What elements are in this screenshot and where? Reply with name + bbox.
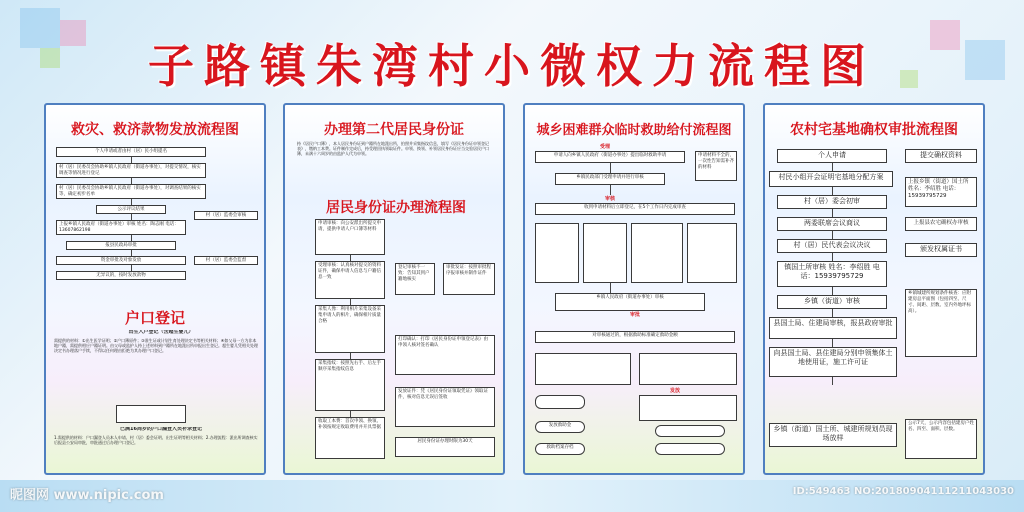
- flow-step: 向县国土局、县住建局分别申领集体土地使用证，施工许可证: [769, 347, 897, 377]
- side-step: 居民身份证办理时限为30天: [395, 437, 495, 457]
- panel-id-card: [283, 103, 505, 475]
- panel-title: 救灾、救济款物发放流程图: [71, 122, 239, 138]
- side-step: 乡镇城建所规划条件核查：应附建房总平面图（包括四至、尺寸、间距、层数、室内外地坪标高）。: [905, 289, 977, 357]
- flow-step: 乡镇（街道）审核: [777, 295, 887, 309]
- flow-step: 收到申请材料后立即登记，在5个工作日内完成审查: [535, 203, 735, 215]
- side-step: 上报县农宅确权办审核: [905, 217, 977, 231]
- side-step: 公示7天，公示内容包括建房户姓名、四至、面积、层数。: [905, 419, 977, 459]
- connector: [832, 309, 833, 317]
- flow-step: 资金审批及对象发放: [56, 256, 186, 265]
- panel-temporary-aid: [523, 103, 745, 475]
- flow-step: 公示评议结果: [96, 205, 166, 214]
- watermark-left: 昵图网 www.nipic.com: [10, 488, 164, 503]
- info-box: [535, 223, 579, 283]
- connector: [832, 187, 833, 195]
- section-title: 居民身份证办理流程图: [326, 200, 466, 216]
- flow-step: 救助档案存档: [535, 443, 585, 455]
- connector: [610, 163, 611, 173]
- banner-title: 子路镇朱湾村小微权力流程图: [148, 39, 876, 93]
- side-step: 打印确认：打印《居民身份证申领登记表》由申领人核对签名确认: [395, 335, 495, 375]
- flow-step: 乡镇（街道）国土所、城建所规划员现场放样: [769, 423, 897, 447]
- side-step: 村（居）监委会审核: [194, 211, 258, 220]
- flow-step: 无异议的，按时发放款物: [56, 271, 186, 280]
- info-box: [535, 353, 631, 385]
- connector: [832, 339, 833, 347]
- connector: [832, 377, 833, 385]
- panel-title: 农村宅基地确权审批流程图: [790, 122, 958, 138]
- side-step: 提交确权资料: [905, 149, 977, 163]
- flow-step: 个人申请或者由村（居）民小组提名: [56, 147, 206, 157]
- connector: [610, 283, 611, 293]
- stage-label: 审核: [604, 196, 615, 202]
- flow-step: 乡镇民政部门受理申请并进行审核: [555, 173, 665, 185]
- flow-step: 乡镇人民政府（街道办事处）审核: [555, 293, 705, 311]
- flow-step: 上报乡镇人民政府（街道办事处）审核 姓名：陶志刚 电话：13607862198: [56, 220, 186, 235]
- flow-step: 收取工本费：首次申领、换领、补领按规定收取费用并开具票据: [315, 417, 385, 459]
- connector: [610, 185, 611, 195]
- flow-step: 报县民政局审批: [66, 241, 176, 250]
- flow-step: 村（居）民代表会议决议: [777, 239, 887, 253]
- connector: [832, 253, 833, 261]
- panel-title: 城乡困难群众临时救助给付流程图: [536, 123, 732, 138]
- side-step: 审批发证：按照审批程序报审核并制作证件: [443, 263, 495, 295]
- flow-step: 村（居）委会初审: [777, 195, 887, 209]
- stage-label: 受理: [599, 144, 610, 150]
- panel-homestead: [763, 103, 985, 475]
- side-step: 登记审核不一致：告知其到户籍地核实: [395, 263, 435, 295]
- watermark-right: ID:549463 NO:20180904111211043030: [792, 486, 1014, 497]
- connector: [832, 287, 833, 295]
- flow-step: 对审核通过的，根据救助标准确定救助金额: [535, 331, 735, 343]
- section-text: 1.需提供的材料：户口漏登人员本人申请、村（居）委会证明、出生证明等相关材料；2.办理流程：派出所调查核实后报县公安局审批，审批通过后办理户口登记。: [54, 435, 258, 446]
- side-step: 村（居）监委会监督: [194, 256, 258, 265]
- flow-step: [535, 395, 585, 409]
- info-box: [639, 353, 737, 385]
- flow-step: 个人申请: [777, 149, 887, 163]
- intro-text: 持《居民户口簿》，本人居民身份证到户籍所在地派出所，拍照并采集指纹信息，填写《居民身份证申领登记表》，缴纳工本费。证件制作完成后，持受理回执领取证件。申领、换领、补领居民身份证应当交验居民户口簿，未满十六周岁的由监护人代为申领。: [297, 141, 489, 157]
- flow-step: 县国土局、住建局审核，报县政府审批: [769, 317, 897, 339]
- flow-step: [655, 443, 725, 455]
- stage-label: 审批: [629, 312, 640, 318]
- flow-step: [655, 425, 725, 437]
- section-title: 户口登记: [124, 309, 185, 327]
- side-step: 颁发权属证书: [905, 243, 977, 257]
- info-box: [631, 223, 683, 283]
- connector: [832, 209, 833, 217]
- flow-step: 采集指纹：按照先右手、后左手顺序采集指纹信息: [315, 359, 385, 411]
- flow-step: 村（居）民委员会协助乡镇人民政府（街道办事处），对提交情况，核实调查等情况进行登记: [56, 163, 206, 178]
- side-step: 发放证件：凭《居民身份证领取凭证》领取证件，核对信息无误后签收: [395, 387, 495, 427]
- flow-step: 镇国土所审核 姓名：李绍胜 电话：15939795729: [777, 261, 887, 287]
- flow-step: 村民小组开会证明宅基地分配方案: [769, 171, 893, 187]
- section-text: 需提供的材料：①出生医学证明；②户口簿原件；③准生证或计划生育处理决定书等相关材料；④如父母一方为非本地户籍，需提供相应户籍证明。由父母或监护人持上述材料到户籍所在地派出所申报出生登记。超生婴儿凭相关处理决定书办理落户手续，不得以任何理由拒绝为其办理户口登记。: [54, 338, 258, 354]
- info-box: [639, 395, 737, 421]
- flow-step: 发放救助金: [535, 421, 585, 433]
- flow-step: 村（居）民委员会协助乡镇人民政府（街道办事处），对调查结果的核实等，确定初步名单: [56, 184, 206, 199]
- connector: [832, 163, 833, 171]
- flow-step: 申请人向乡镇人民政府（街道办事处）提出临时救助申请: [535, 151, 685, 163]
- panel-title: 办理第二代居民身份证: [324, 122, 464, 138]
- info-box: [116, 405, 186, 423]
- side-step: 上报乡镇（街道）国土所 姓名：李绍胜 电话：15939795729: [905, 177, 977, 207]
- flow-step: 两委联席会议商议: [777, 217, 887, 231]
- flow-step: 申请审核：向公安派出所提交申请，提供申请人户口簿等材料: [315, 219, 385, 255]
- stage-label: 发放: [669, 388, 680, 394]
- info-box: [583, 223, 627, 283]
- panel-disaster-relief: [44, 103, 266, 475]
- section-subtitle: 出生入户登记（含超生婴儿）: [128, 330, 194, 335]
- info-box: [687, 223, 737, 283]
- side-step: 申请材料不全的，一次性告知需补齐的材料: [695, 151, 737, 181]
- flow-step: 采集人像：利用相片采集设备采集申请人的相片，确保相片质量合格: [315, 305, 385, 353]
- flow-step: 受理审核：认真核对提交的资料证件，确保申请人信息与户籍信息一致: [315, 261, 385, 299]
- section-subtitle: 已满16周岁的户口漏登人员补录登记: [120, 427, 202, 432]
- connector: [832, 231, 833, 239]
